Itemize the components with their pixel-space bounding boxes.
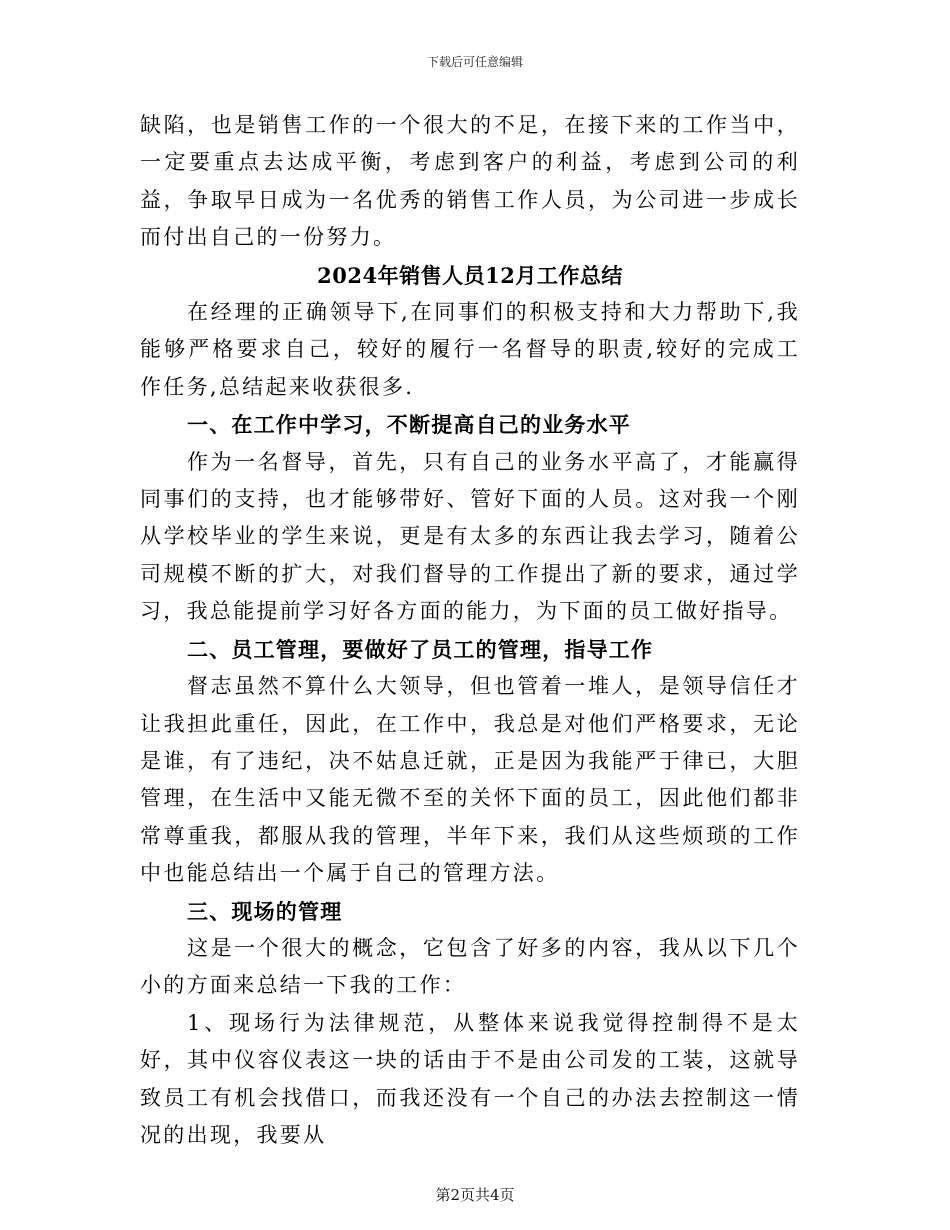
page-header: 下载后可任意编辑 <box>426 55 523 69</box>
section-2-heading: 二、员工管理，要做好了员工的管理，指导工作 <box>187 636 654 662</box>
section-3-paragraph: 这是一个很大的概念，它包含了好多的内容，我从以下几个小的方面来总结一下我的工作： <box>140 935 800 998</box>
section-1-paragraph: 作为一名督导，首先，只有自己的业务水平高了，才能赢得同事们的支持，也才能够带好、管好下面的人员。这对我一个刚从学校毕业的学生来说，更是有太多的东西让我去学习，随着公司规模不断的扩大，对我们督导的工作提出了新的要求，通过学习，我总能提前学习好各方面的能力，为下面的员工做好指导。 <box>140 449 800 624</box>
document-title: 2024年销售人员12月工作总结 <box>317 262 623 288</box>
section-1-heading: 一、在工作中学习，不断提高自己的业务水平 <box>187 412 631 438</box>
page-number: 第2页共4页 <box>435 1186 515 1204</box>
section-2-paragraph: 督志虽然不算什么大领导，但也管着一堆人，是领导信任才让我担此重任，因此，在工作中，我总是对他们严格要求，无论是谁，有了违纪，决不姑息迁就，正是因为我能严于律已，大胆管理，在生活中又能无微不至的关怀下面的员工，因此他们都非常尊重我，都服从我的管理，半年下来，我们从这些烦琐的工作中也能总结出一个属于自己的管理方法。 <box>140 674 800 886</box>
intro-continued-paragraph: 缺陷，也是销售工作的一个很大的不足，在接下来的工作当中，一定要重点去达成平衡，考虑到客户的利益，考虑到公司的利益，争取早日成为一名优秀的销售工作人员，为公司进一步成长而付出自己的一份努力。 <box>140 113 800 250</box>
document-body <box>140 107 800 1154</box>
section-3-item-1-paragraph: 1、现场行为法律规范，从整体来说我觉得控制得不是太好，其中仪容仪表这一块的话由于不是由公司发的工装，这就导致员工有机会找借口，而我还没有一个自己的办法去控制这一情况的出现，我要从 <box>140 1010 800 1147</box>
section-3-heading: 三、现场的管理 <box>187 898 343 924</box>
opening-paragraph: 在经理的正确领导下,在同事们的积极支持和大力帮助下,我能够严格要求自己，较好的履行一名督导的职责,较好的完成工作任务,总结起来收获很多. <box>140 300 800 399</box>
